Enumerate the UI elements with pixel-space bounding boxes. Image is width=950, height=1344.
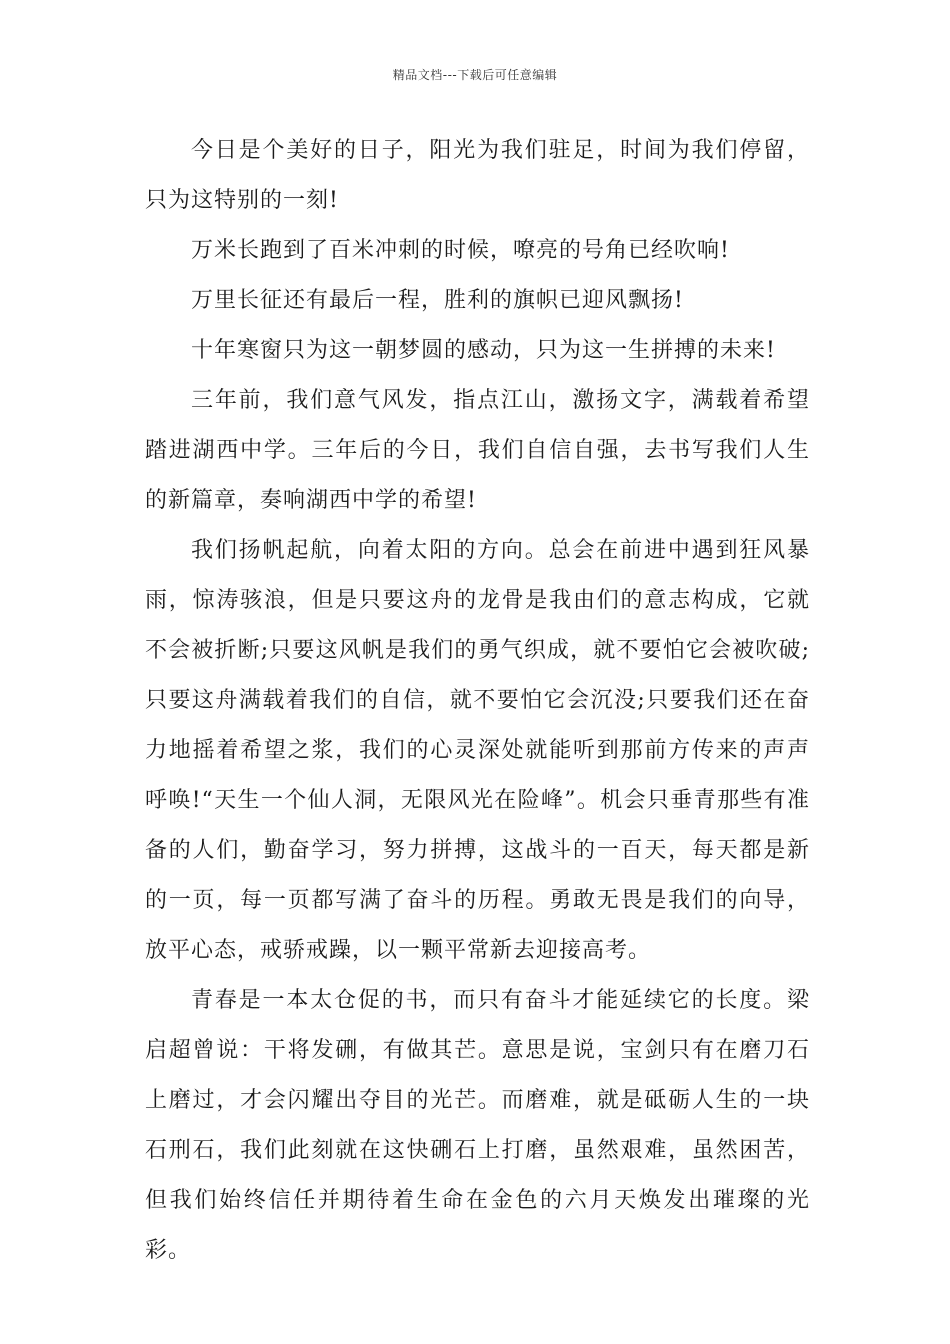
paragraph-6: 我们扬帆起航，向着太阳的方向。总会在前进中遇到狂风暴雨，惊涛骇浪，但是只要这舟的龙骨是我由们的意志构成，它就不会被折断;只要这风帆是我们的勇气织成，就不要怕它会被吹破;只要这舟满载着我们的自信，就不要怕它会沉没;只要我们还在奋力地摇着希望之浆，我们的心灵深处就能听到那前方传来的声声呼唤!“天生一个仙人洞，无限风光在险峰”。机会只垂青那些有准备的人们，勤奋学习，努力拼搏，这战斗的一百天，每天都是新的一页，每一页都写满了奋斗的历程。勇敢无畏是我们的向导，放平心态，戒骄戒躁，以一颗平常新去迎接高考。 — [145, 538, 810, 963]
paragraph-1: 今日是个美好的日子，阳光为我们驻足，时间为我们停留，只为这特别的一刻! — [145, 138, 810, 213]
paragraph-5: 三年前，我们意气风发，指点江山，激扬文字，满载着希望踏进湖西中学。三年后的今日，我们自信自强，去书写我们人生的新篇章，奏响湖西中学的希望! — [145, 388, 810, 513]
paragraph-4: 十年寒窗只为这一朝梦圆的感动，只为这一生拼搏的未来! — [191, 338, 776, 363]
paragraph-2: 万米长跑到了百米冲刺的时候，嘹亮的号角已经吹响! — [191, 238, 730, 263]
page-header: 精品文档---下载后可任意编辑 — [392, 68, 558, 82]
paragraph-7: 青春是一本太仓促的书，而只有奋斗才能延续它的长度。梁启超曾说：干将发硎，有做其芒。意思是说，宝剑只有在磨刀石上磨过，才会闪耀出夺目的光芒。而磨难，就是砥砺人生的一块石刑石，我们此刻就在这快硎石上打磨，虽然艰难，虽然困苦，但我们始终信任并期待着生命在金色的六月天焕发出璀璨的光彩。 — [145, 988, 810, 1263]
document-body — [145, 126, 810, 1276]
paragraph-3: 万里长征还有最后一程，胜利的旗帜已迎风飘扬! — [191, 288, 684, 313]
